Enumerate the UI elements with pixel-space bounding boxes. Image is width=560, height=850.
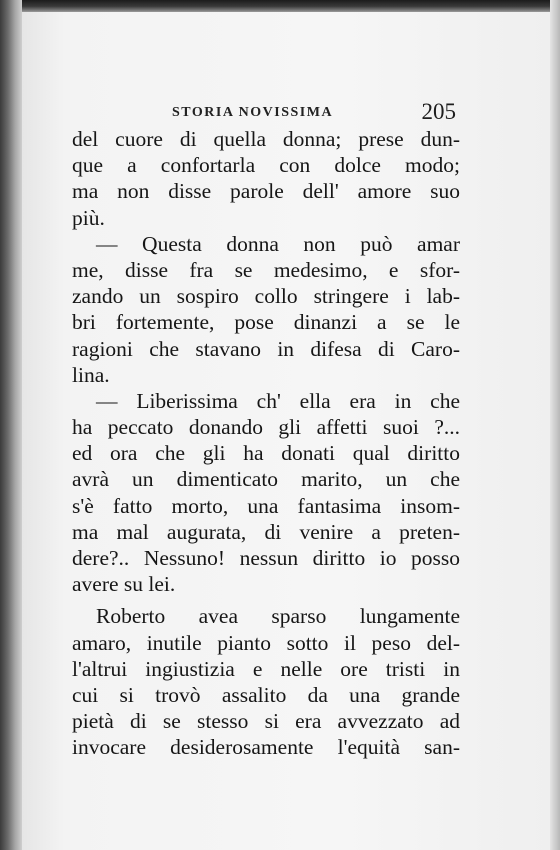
text-line: più. [72,205,105,230]
book-gutter-shadow [0,0,22,850]
text-line: — Questa donna non può amar [96,231,460,256]
text-line: pietà di se stesso si era avvezzato ad [72,709,460,734]
text-line: Roberto avea sparso lungamente [96,604,460,629]
text-line: ha peccato donando gli affetti suoi ?... [72,415,460,440]
text-line: me, disse fra se medesimo, e sfor- [72,257,460,282]
running-title: STORIA NOVISSIMA [172,105,334,120]
text-line: ragioni che stavano in difesa di Caro- [72,336,460,361]
text-line: s'è fatto morto, una fantasima insom- [72,493,460,518]
book-right-edge [550,0,560,850]
text-line: bri fortemente, pose dinanzi a se le [72,310,460,335]
text-line: cui si trovò assalito da una grande [72,682,460,707]
text-line: ed ora che gli ha donati qual diritto [72,441,460,466]
text-line: del cuore di quella donna; prese dun- [72,127,460,151]
text-line: dere?.. Nessuno! nessun diritto io posso [72,546,460,570]
text-line: ma mal augurata, di venire a preten- [72,519,460,544]
text-line: amaro, inutile pianto sotto il peso del- [72,630,460,655]
body-text [72,126,460,761]
text-line: lina. [72,362,110,387]
text-line: ma non disse parole dell' amore suo [72,179,460,204]
running-header [152,99,458,127]
text-line: zando un sospiro collo stringere i lab- [72,284,460,309]
text-line: avere su lei. [72,572,176,597]
text-line: l'altrui ingiustizia e nelle ore tristi in [72,656,460,681]
text-line: — Liberissima ch' ella era in che [96,388,460,413]
text-line: avrà un dimenticato marito, un che [72,467,460,492]
text-line: que a confortarla con dolce modo; [72,153,460,178]
page-number: 205 [421,99,456,124]
text-line: invocare desiderosamente l'equità san- [72,735,460,760]
